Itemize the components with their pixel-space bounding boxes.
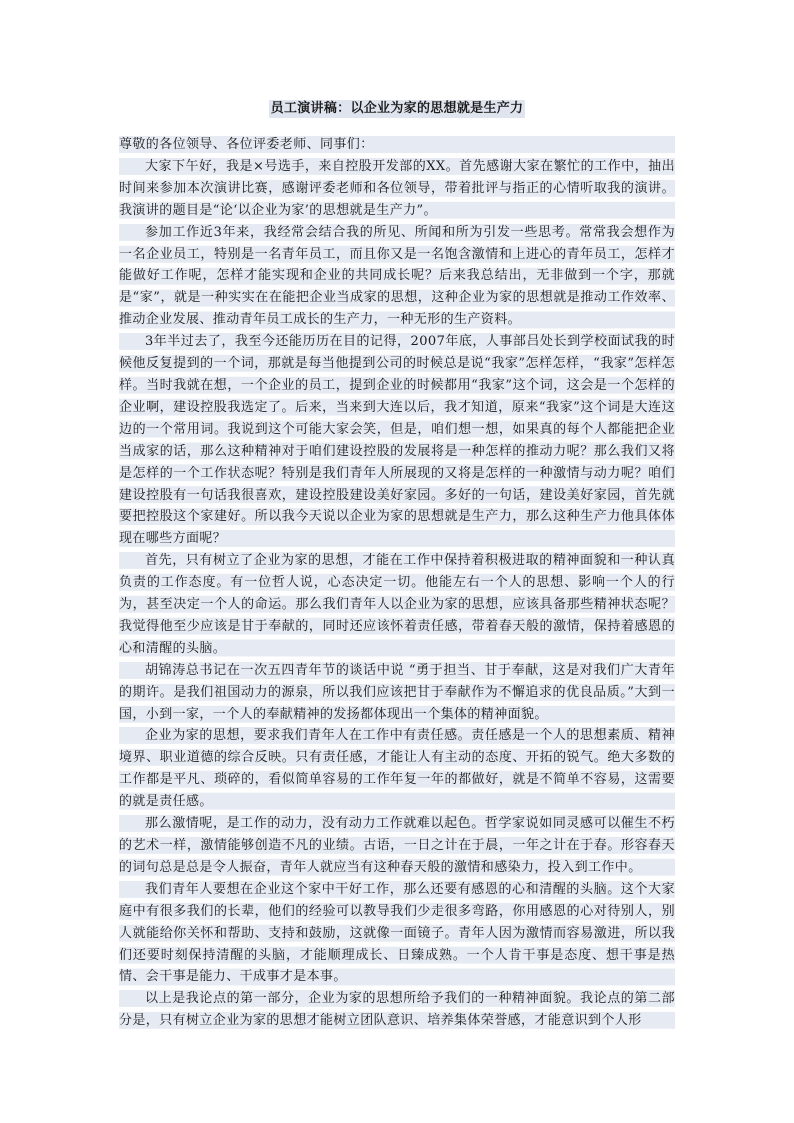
paragraph: 大家下午好，我是×号选手，来自控股开发部的XX。首先感谢大家在繁忙的工作中，抽出时间来参加本次演讲比赛，感谢评委老师和各位领导，带着批评与指正的心情听取我的演讲。我演讲的题目是“论‘以企业为家’的思想就是生产力”。 xyxy=(119,156,675,222)
paragraph: 首先，只有树立了企业为家的思想，才能在工作中保持着积极进取的精神面貌和一种认真负责的工作态度。有一位哲人说，心态决定一切。他能左右一个人的思想、影响一个人的行为，甚至决定一个人的命运。那么我们青年人以企业为家的思想，应该具备那些精神状态呢？我觉得他至少应该是甘于奉献的，同时还应该怀着责任感，带着春天般的激情，保持着感恩的心和清醒的头脑。 xyxy=(119,550,675,660)
paragraph: 那么激情呢，是工作的动力，没有动力工作就难以起色。哲学家说如同灵感可以催生不朽的艺术一样，激情能够创造不凡的业绩。古语，一日之计在于晨，一年之计在于春。形容春天的词句总是总是令人振奋，青年人就应当有这种春天般的激情和感染力，投入到工作中。 xyxy=(119,813,675,879)
paragraph: 胡锦涛总书记在一次五四青年节的谈话中说 “勇于担当、甘于奉献，这是对我们广大青年的期许。是我们祖国动力的源泉，所以我们应该把甘于奉献作为不懈追求的优良品质。”大到一国，小到一家，一个人的奉献精神的发扬都体现出一个集体的精神面貌。 xyxy=(119,660,675,726)
paragraph: 以上是我论点的第一部分，企业为家的思想所给予我们的一种精神面貌。我论点的第二部分是，只有树立企业为家的思想才能树立团队意识、培养集体荣誉感，才能意识到个人形 xyxy=(119,988,675,1032)
document-body xyxy=(119,134,675,1032)
salutation: 尊敬的各位领导、各位评委老师、同事们： xyxy=(119,134,675,156)
paragraph: 企业为家的思想，要求我们青年人在工作中有责任感。责任感是一个人的思想素质、精神境界、职业道德的综合反映。只有责任感，才能让人有主动的态度、开拓的锐气。绝大多数的工作都是平凡、琐碎的，看似简单容易的工作年复一年的都做好，就是不简单不容易，这需要的就是责任感。 xyxy=(119,725,675,813)
document-title: 员工演讲稿：以企业为家的思想就是生产力 xyxy=(270,101,524,116)
title-container xyxy=(0,97,794,118)
paragraph: 3年半过去了，我至今还能历历在目的记得，2007年底，人事部吕处长到学校面试我的时候他反复提到的一个词，那就是每当他提到公司的时候总是说“我家”怎样怎样，“我家”怎样怎样。当时我就在想，一个企业的员工，提到企业的时候都用“我家”这个词，这会是一个怎样的企业啊，建设控股我选定了。后来，当来到大连以后，我才知道，原来“我家”这个词是大连这边的一个常用词。我说到这个可能大家会笑，但是，咱们想一想，如果真的每个人都能把企业当成家的话，那么这种精神对于咱们建设控股的发展将是一种怎样的推动力呢？那么我们又将是怎样的一个工作状态呢？特别是我们青年人所展现的又将是怎样的一种激情与动力呢？咱们建设控股有一句话我很喜欢，建设控股建设美好家园。多好的一句话，建设美好家园，首先就要把控股这个家建好。所以我今天说以企业为家的思想就是生产力，那么这种生产力他具体体现在哪些方面呢？ xyxy=(119,331,675,550)
paragraph: 参加工作近3年来，我经常会结合我的所见、所闻和所为引发一些思考。常常我会想作为一名企业员工，特别是一名青年员工，而且你又是一名饱含激情和上进心的青年员工，怎样才能做好工作呢，怎样才能实现和企业的共同成长呢？后来我总结出，无非做到一个字，那就是“家”，就是一种实实在在能把企业当成家的思想，这种企业为家的思想就是推动工作效率、推动企业发展、推动青年员工成长的生产力，一种无形的生产资料。 xyxy=(119,222,675,332)
paragraph: 我们青年人要想在企业这个家中干好工作，那么还要有感恩的心和清醒的头脑。这个大家庭中有很多我们的长辈，他们的经验可以教导我们少走很多弯路，你用感恩的心对待别人，别人就能给你关怀和帮助、支持和鼓励，这就像一面镜子。青年人因为激情而容易激进，所以我们还要时刻保持清醒的头脑，才能顺理成长、日臻成熟。一个人肯干事是态度、想干事是热情、会干事是能力、干成事才是本事。 xyxy=(119,879,675,989)
